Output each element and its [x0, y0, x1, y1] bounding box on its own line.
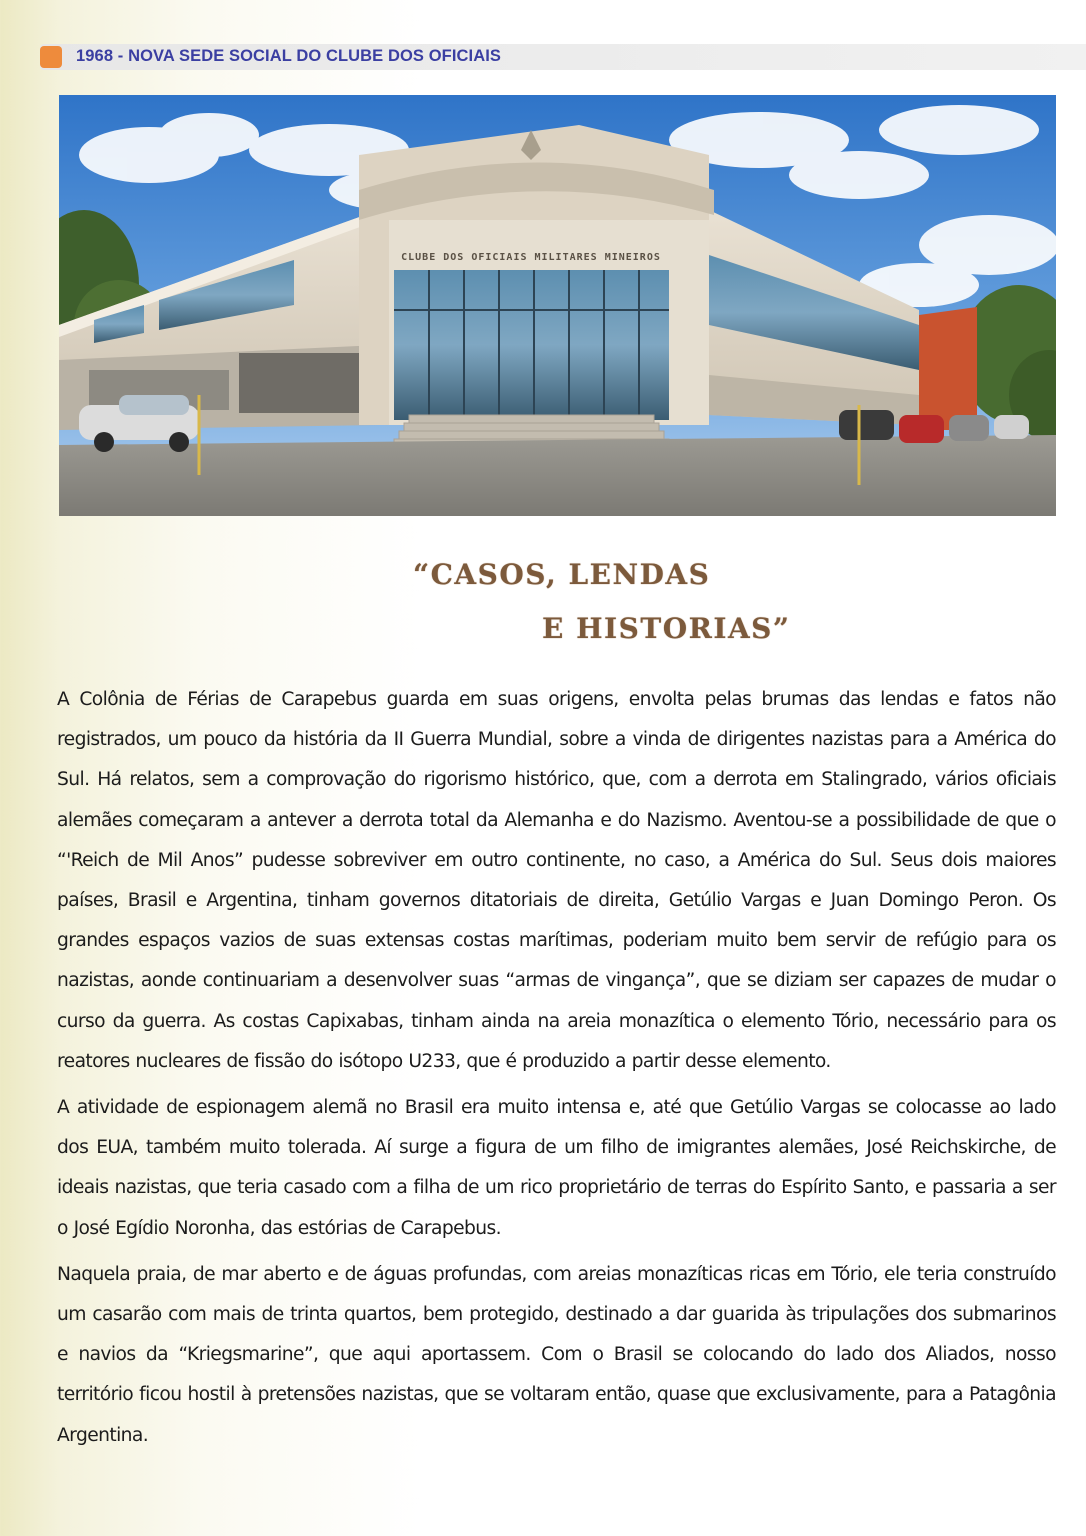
page-header-title: 1968 - NOVA SEDE SOCIAL DO CLUBE DOS OFICIAIS	[76, 47, 502, 65]
facade-sign: CLUBE DOS OFICIAIS MILITARES MINEIROS	[401, 252, 661, 263]
article-body	[57, 680, 1056, 1462]
building-photo	[59, 95, 1056, 516]
section-title-line-1: “CASOS, LENDAS	[413, 558, 711, 591]
section-title-line-2: E HISTORIAS”	[542, 612, 791, 645]
paragraph: A atividade de espionagem alemã no Brasil era muito intensa e, até que Getúlio Vargas se colocasse ao lado dos EUA, também muito tolerada. Aí surge a figura de um filho de imigrantes alemães, José Reichskirche, de ideais nazistas, que teria casado com a filha de um rico proprietário de terras do Espírito Santo, e passaria a ser o José Egídio Noronha, das estórias de Carapebus.	[57, 1097, 1056, 1239]
paragraph: Naquela praia, de mar aberto e de águas profundas, com areias monazíticas ricas em Tório, ele teria construído um casarão com mais de trinta quartos, bem protegido, destinado a dar guarida às tripulações dos submarinos e navios da “Kriegsmarine”, que aqui aportassem. Com o Brasil se colocando do lado dos Aliados, nosso território ficou hostil à pretensões nazistas, que se voltaram então, quase que exclusivamente, para a Patagônia Argentina.	[57, 1263, 1056, 1446]
header-accent-square	[40, 46, 62, 68]
paragraph: A Colônia de Férias de Carapebus guarda em suas origens, envolta pelas brumas das lendas e fatos não registrados, um pouco da história da II Guerra Mundial, sobre a vinda de dirigentes nazistas para a América do Sul. Há relatos, sem a comprovação do rigorismo histórico, que, com a derrota em Stalingrado, vários oficiais alemães começaram a antever a derrota total da Alemanha e do Nazismo. Aventou-se a possibilidade de que o “'Reich de Mil Anos” pudesse sobreviver em outro continente, no caso, a América do Sul. Seus dois maiores países, Brasil e Argentina, tinham governos ditatoriais de direita, Getúlio Vargas e Juan Domingo Peron. Os grandes espaços vazios de suas extensas costas marítimas, poderiam muito bem servir de refúgio para os nazistas, aonde continuariam a desenvolver suas “armas de vingança”, que se diziam ser capazes de mudar o curso da guerra. As costas Capixabas, tinham ainda na areia monazítica o elemento Tório, necessário para os reatores nucleares de fissão do isótopo U233, que é produzido a partir desse elemento.	[57, 689, 1056, 1072]
